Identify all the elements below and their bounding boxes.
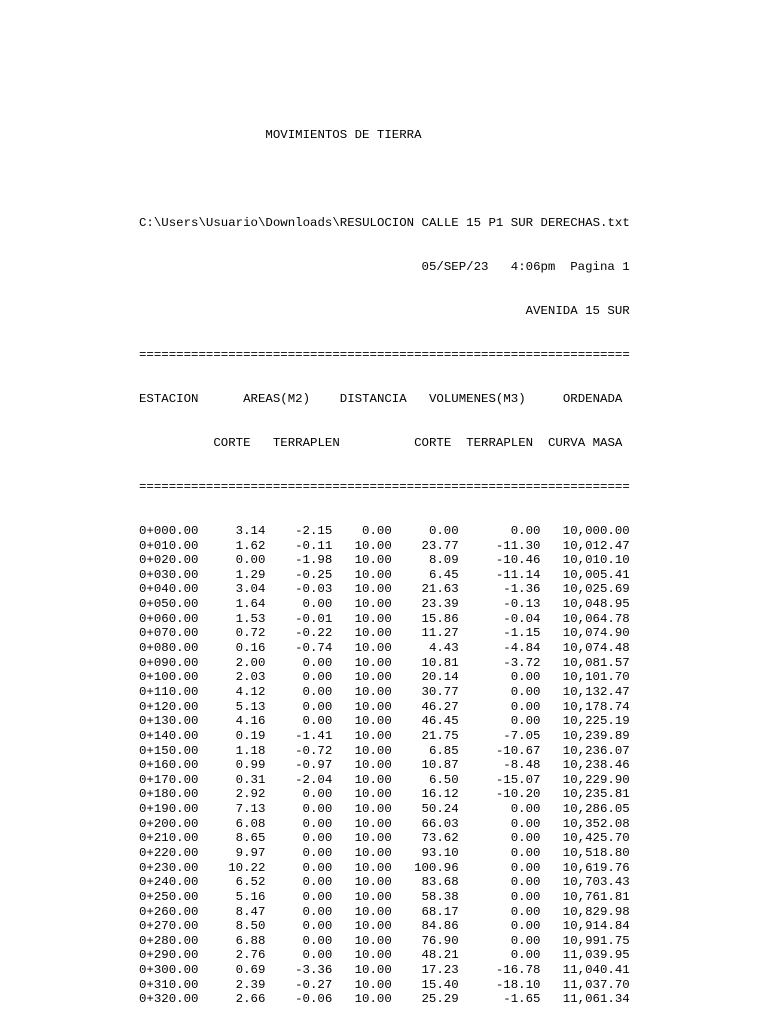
volume-fill-cell: -7.05 [503, 728, 541, 743]
volume-fill-cell: 0.00 [510, 860, 541, 875]
separator-bottom: ================================================================== [139, 479, 630, 494]
area-cut-cell: 1.29 [235, 567, 266, 582]
area-fill-cell: 0.00 [302, 889, 333, 904]
area-fill-cell: 0.00 [302, 933, 333, 948]
mass-curve-cell: 11,037.70 [562, 977, 630, 992]
area-cut-cell: 8.47 [235, 904, 266, 919]
mass-curve-cell: 10,005.41 [562, 567, 630, 582]
area-cut-cell: 1.53 [235, 611, 266, 626]
station-cell: 0+030.00 [139, 567, 199, 582]
area-fill-cell: -0.97 [295, 758, 333, 773]
mass-curve-cell: 10,352.08 [562, 816, 630, 831]
volume-fill-cell: 0.00 [510, 699, 541, 714]
station-cell: 0+000.00 [139, 523, 199, 538]
distance-cell: 10.00 [354, 670, 392, 685]
mass-curve-cell: 10,235.81 [562, 787, 630, 802]
volume-cut-cell: 100.96 [414, 860, 459, 875]
file-path: C:\Users\Usuario\Downloads\RESULOCION CALLE 15 P1 SUR DERECHAS.txt [139, 216, 630, 231]
area-cut-cell: 0.99 [235, 758, 266, 773]
area-fill-cell: 0.00 [302, 904, 333, 919]
table-row [139, 846, 630, 861]
station-cell: 0+150.00 [139, 743, 199, 758]
mass-curve-cell: 10,132.47 [562, 684, 630, 699]
station-cell: 0+220.00 [139, 845, 199, 860]
table-row [139, 714, 630, 729]
report-date: 05/SEP/23 4:06pm Pagina 1 [421, 260, 630, 275]
volume-cut-cell: 20.14 [421, 670, 459, 685]
table-row [139, 992, 630, 1007]
volume-fill-cell: -1.36 [503, 582, 541, 597]
mass-curve-cell: 10,178.74 [562, 699, 630, 714]
table-row [139, 729, 630, 744]
report-title: MOVIMIENTOS DE TIERRA [265, 128, 422, 143]
distance-cell: 10.00 [354, 743, 392, 758]
volume-cut-cell: 76.90 [421, 933, 459, 948]
mass-curve-cell: 10,012.47 [562, 538, 630, 553]
volume-fill-cell: 0.00 [510, 714, 541, 729]
table-row [139, 963, 630, 978]
volume-fill-cell: 0.00 [510, 831, 541, 846]
distance-cell: 10.00 [354, 758, 392, 773]
area-fill-cell: 0.00 [302, 802, 333, 817]
mass-curve-cell: 10,286.05 [562, 802, 630, 817]
area-fill-cell: -0.03 [295, 582, 333, 597]
volume-fill-cell: 0.00 [510, 875, 541, 890]
data-table [139, 524, 630, 1007]
title-line [139, 128, 630, 143]
mass-curve-cell: 11,040.41 [562, 963, 630, 978]
area-cut-cell: 2.03 [235, 670, 266, 685]
distance-cell: 10.00 [354, 948, 392, 963]
table-row [139, 582, 630, 597]
mass-curve-cell: 10,101.70 [562, 670, 630, 685]
area-fill-cell: -2.15 [295, 523, 333, 538]
table-row [139, 934, 630, 949]
volume-cut-cell: 0.00 [428, 523, 459, 538]
area-cut-cell: 1.62 [235, 538, 266, 553]
volume-fill-cell: -10.67 [495, 743, 541, 758]
volume-cut-cell: 21.63 [421, 582, 459, 597]
volume-cut-cell: 46.45 [421, 714, 459, 729]
mass-curve-cell: 10,829.98 [562, 904, 630, 919]
station-cell: 0+280.00 [139, 933, 199, 948]
table-row [139, 597, 630, 612]
station-cell: 0+160.00 [139, 758, 199, 773]
volume-cut-cell: 23.77 [421, 538, 459, 553]
table-row [139, 802, 630, 817]
volume-cut-cell: 15.86 [421, 611, 459, 626]
mass-curve-cell: 10,991.75 [562, 933, 630, 948]
station-cell: 0+290.00 [139, 948, 199, 963]
station-cell: 0+310.00 [139, 977, 199, 992]
distance-cell: 10.00 [354, 889, 392, 904]
station-cell: 0+210.00 [139, 831, 199, 846]
area-fill-cell: -0.74 [295, 641, 333, 656]
mass-curve-cell: 10,048.95 [562, 597, 630, 612]
volume-cut-cell: 21.75 [421, 728, 459, 743]
station-cell: 0+270.00 [139, 919, 199, 934]
table-row [139, 978, 630, 993]
distance-cell: 10.00 [354, 772, 392, 787]
volume-cut-cell: 17.23 [421, 963, 459, 978]
distance-cell: 10.00 [354, 538, 392, 553]
area-fill-cell: -3.36 [295, 963, 333, 978]
volume-cut-cell: 73.62 [421, 831, 459, 846]
area-cut-cell: 0.69 [235, 963, 266, 978]
distance-cell: 0.00 [362, 523, 392, 538]
station-cell: 0+240.00 [139, 875, 199, 890]
table-row [139, 700, 630, 715]
volume-fill-cell: -3.72 [503, 655, 541, 670]
area-fill-cell: -2.04 [295, 772, 333, 787]
station-cell: 0+170.00 [139, 772, 199, 787]
area-cut-cell: 0.16 [235, 641, 266, 656]
area-cut-cell: 3.04 [235, 582, 266, 597]
station-cell: 0+140.00 [139, 728, 199, 743]
station-cell: 0+050.00 [139, 597, 199, 612]
area-cut-cell: 6.08 [235, 816, 266, 831]
volume-cut-cell: 6.50 [428, 772, 459, 787]
distance-cell: 10.00 [354, 699, 392, 714]
area-cut-cell: 3.14 [235, 523, 266, 538]
distance-cell: 10.00 [354, 933, 392, 948]
area-fill-cell: -1.98 [295, 553, 333, 568]
table-row [139, 948, 630, 963]
table-row [139, 875, 630, 890]
volume-fill-cell: -15.07 [495, 772, 541, 787]
volume-cut-cell: 66.03 [421, 816, 459, 831]
table-row [139, 787, 630, 802]
station-cell: 0+230.00 [139, 860, 199, 875]
area-cut-cell: 1.18 [235, 743, 266, 758]
mass-curve-cell: 10,064.78 [562, 611, 630, 626]
column-header-1: ESTACION AREAS(M2) DISTANCIA VOLUMENES(M3) ORDENADA [139, 392, 623, 407]
mass-curve-cell: 11,039.95 [562, 948, 630, 963]
volume-fill-cell: -16.78 [495, 963, 541, 978]
distance-cell: 10.00 [354, 641, 392, 656]
volume-fill-cell: -8.48 [503, 758, 541, 773]
station-cell: 0+040.00 [139, 582, 199, 597]
mass-curve-cell: 10,239.89 [562, 728, 630, 743]
table-row [139, 612, 630, 627]
distance-cell: 10.00 [354, 992, 392, 1007]
volume-fill-cell: 0.00 [510, 523, 541, 538]
area-fill-cell: 0.00 [302, 919, 333, 934]
mass-curve-cell: 10,761.81 [562, 889, 630, 904]
area-fill-cell: 0.00 [302, 684, 333, 699]
area-fill-cell: 0.00 [302, 597, 333, 612]
area-fill-cell: 0.00 [302, 787, 333, 802]
area-fill-cell: 0.00 [302, 655, 333, 670]
volume-fill-cell: 0.00 [510, 816, 541, 831]
station-cell: 0+180.00 [139, 787, 199, 802]
volume-cut-cell: 23.39 [421, 597, 459, 612]
volume-fill-cell: 0.00 [510, 919, 541, 934]
table-row [139, 656, 630, 671]
distance-cell: 10.00 [354, 626, 392, 641]
volume-fill-cell: -4.84 [503, 641, 541, 656]
volume-fill-cell: 0.00 [510, 802, 541, 817]
mass-curve-cell: 10,238.46 [562, 758, 630, 773]
table-row [139, 539, 630, 554]
volume-fill-cell: 0.00 [510, 948, 541, 963]
project-line [139, 304, 630, 319]
project-name: AVENIDA 15 SUR [525, 304, 630, 319]
mass-curve-cell: 10,025.69 [562, 582, 630, 597]
table-row [139, 758, 630, 773]
distance-cell: 10.00 [354, 611, 392, 626]
volume-cut-cell: 30.77 [421, 684, 459, 699]
distance-cell: 10.00 [354, 728, 392, 743]
volume-cut-cell: 83.68 [421, 875, 459, 890]
volume-cut-cell: 58.38 [421, 889, 459, 904]
volume-fill-cell: -0.04 [503, 611, 541, 626]
area-fill-cell: 0.00 [302, 714, 333, 729]
mass-curve-cell: 10,518.80 [562, 845, 630, 860]
station-cell: 0+320.00 [139, 992, 199, 1007]
station-cell: 0+120.00 [139, 699, 199, 714]
volume-cut-cell: 6.85 [428, 743, 459, 758]
volume-fill-cell: 0.00 [510, 889, 541, 904]
volume-cut-cell: 84.86 [421, 919, 459, 934]
area-cut-cell: 0.72 [235, 626, 266, 641]
area-cut-cell: 2.39 [235, 977, 266, 992]
area-fill-cell: 0.00 [302, 831, 333, 846]
station-cell: 0+090.00 [139, 655, 199, 670]
distance-cell: 10.00 [354, 963, 392, 978]
station-cell: 0+260.00 [139, 904, 199, 919]
volume-cut-cell: 10.81 [421, 655, 459, 670]
mass-curve-cell: 11,061.34 [562, 992, 630, 1007]
table-row [139, 553, 630, 568]
table-row [139, 744, 630, 759]
volume-cut-cell: 11.27 [421, 626, 459, 641]
volume-fill-cell: -1.15 [503, 626, 541, 641]
area-cut-cell: 2.76 [235, 948, 266, 963]
volume-cut-cell: 68.17 [421, 904, 459, 919]
station-cell: 0+100.00 [139, 670, 199, 685]
distance-cell: 10.00 [354, 655, 392, 670]
column-header-2: CORTE TERRAPLEN CORTE TERRAPLEN CURVA MASA [139, 435, 623, 450]
area-cut-cell: 8.50 [235, 919, 266, 934]
area-fill-cell: -0.22 [295, 626, 333, 641]
mass-curve-cell: 10,074.90 [562, 626, 630, 641]
station-cell: 0+010.00 [139, 538, 199, 553]
mass-curve-cell: 10,236.07 [562, 743, 630, 758]
volume-fill-cell: 0.00 [510, 845, 541, 860]
table-row [139, 890, 630, 905]
table-row [139, 831, 630, 846]
table-row [139, 641, 630, 656]
distance-cell: 10.00 [354, 597, 392, 612]
mass-curve-cell: 10,619.76 [562, 860, 630, 875]
distance-cell: 10.00 [354, 977, 392, 992]
table-row [139, 568, 630, 583]
table-row [139, 817, 630, 832]
volume-fill-cell: -11.30 [495, 538, 541, 553]
station-cell: 0+020.00 [139, 553, 199, 568]
blank-line [139, 172, 630, 187]
distance-cell: 10.00 [354, 567, 392, 582]
station-cell: 0+110.00 [139, 684, 199, 699]
area-fill-cell: -1.41 [295, 728, 333, 743]
mass-curve-cell: 10,010.10 [562, 553, 630, 568]
area-fill-cell: -0.11 [295, 538, 333, 553]
area-cut-cell: 0.00 [235, 553, 266, 568]
distance-cell: 10.00 [354, 875, 392, 890]
area-cut-cell: 6.88 [235, 933, 266, 948]
volume-fill-cell: -10.46 [495, 553, 541, 568]
volume-fill-cell: -11.14 [495, 567, 541, 582]
volume-fill-cell: -18.10 [495, 977, 541, 992]
area-cut-cell: 2.66 [235, 992, 266, 1007]
volume-fill-cell: 0.00 [510, 670, 541, 685]
file-path-line [139, 216, 630, 231]
area-fill-cell: 0.00 [302, 948, 333, 963]
table-row [139, 773, 630, 788]
volume-fill-cell: -0.13 [503, 597, 541, 612]
mass-curve-cell: 10,081.57 [562, 655, 630, 670]
area-cut-cell: 0.31 [235, 772, 266, 787]
station-cell: 0+070.00 [139, 626, 199, 641]
volume-cut-cell: 48.21 [421, 948, 459, 963]
station-cell: 0+200.00 [139, 816, 199, 831]
area-fill-cell: 0.00 [302, 845, 333, 860]
area-cut-cell: 2.00 [235, 655, 266, 670]
distance-cell: 10.00 [354, 582, 392, 597]
area-cut-cell: 5.13 [235, 699, 266, 714]
earthwork-report [139, 99, 630, 1022]
mass-curve-cell: 10,914.84 [562, 919, 630, 934]
distance-cell: 10.00 [354, 787, 392, 802]
distance-cell: 10.00 [354, 919, 392, 934]
area-cut-cell: 8.65 [235, 831, 266, 846]
area-fill-cell: 0.00 [302, 816, 333, 831]
station-cell: 0+190.00 [139, 802, 199, 817]
date-line [139, 260, 630, 275]
mass-curve-cell: 10,703.43 [562, 875, 630, 890]
area-cut-cell: 1.64 [235, 597, 266, 612]
table-row [139, 919, 630, 934]
area-cut-cell: 4.16 [235, 714, 266, 729]
station-cell: 0+060.00 [139, 611, 199, 626]
area-fill-cell: 0.00 [302, 699, 333, 714]
table-row [139, 670, 630, 685]
station-cell: 0+080.00 [139, 641, 199, 656]
volume-cut-cell: 6.45 [428, 567, 459, 582]
area-cut-cell: 0.19 [235, 728, 266, 743]
volume-cut-cell: 10.87 [421, 758, 459, 773]
area-cut-cell: 10.22 [228, 860, 266, 875]
volume-fill-cell: 0.00 [510, 933, 541, 948]
mass-curve-cell: 10,074.48 [562, 641, 630, 656]
distance-cell: 10.00 [354, 816, 392, 831]
table-row [139, 905, 630, 920]
volume-cut-cell: 50.24 [421, 802, 459, 817]
volume-cut-cell: 46.27 [421, 699, 459, 714]
area-fill-cell: -0.25 [295, 567, 333, 582]
distance-cell: 10.00 [354, 714, 392, 729]
distance-cell: 10.00 [354, 904, 392, 919]
area-fill-cell: 0.00 [302, 860, 333, 875]
mass-curve-cell: 10,229.90 [562, 772, 630, 787]
station-cell: 0+130.00 [139, 714, 199, 729]
area-cut-cell: 4.12 [235, 684, 266, 699]
volume-cut-cell: 16.12 [421, 787, 459, 802]
volume-fill-cell: 0.00 [510, 904, 541, 919]
area-fill-cell: -0.01 [295, 611, 333, 626]
area-cut-cell: 6.52 [235, 875, 266, 890]
distance-cell: 10.00 [354, 845, 392, 860]
distance-cell: 10.00 [354, 860, 392, 875]
area-fill-cell: -0.06 [295, 992, 333, 1007]
area-fill-cell: 0.00 [302, 875, 333, 890]
station-cell: 0+300.00 [139, 963, 199, 978]
distance-cell: 10.00 [354, 684, 392, 699]
separator-top: ================================================================== [139, 348, 630, 363]
volume-cut-cell: 15.40 [421, 977, 459, 992]
area-cut-cell: 5.16 [235, 889, 266, 904]
area-fill-cell: 0.00 [302, 670, 333, 685]
station-cell: 0+250.00 [139, 889, 199, 904]
volume-fill-cell: -1.65 [503, 992, 541, 1007]
volume-fill-cell: -10.20 [495, 787, 541, 802]
volume-cut-cell: 25.29 [421, 992, 459, 1007]
area-fill-cell: -0.72 [295, 743, 333, 758]
volume-cut-cell: 93.10 [421, 845, 459, 860]
mass-curve-cell: 10,425.70 [562, 831, 630, 846]
volume-cut-cell: 4.43 [428, 641, 459, 656]
distance-cell: 10.00 [354, 831, 392, 846]
table-row [139, 685, 630, 700]
volume-cut-cell: 8.09 [428, 553, 459, 568]
area-cut-cell: 7.13 [235, 802, 266, 817]
mass-curve-cell: 10,000.00 [562, 523, 630, 538]
area-cut-cell: 9.97 [235, 845, 266, 860]
volume-fill-cell: 0.00 [510, 684, 541, 699]
distance-cell: 10.00 [354, 802, 392, 817]
mass-curve-cell: 10,225.19 [562, 714, 630, 729]
table-row [139, 524, 630, 539]
distance-cell: 10.00 [354, 553, 392, 568]
table-row [139, 861, 630, 876]
area-cut-cell: 2.92 [235, 787, 266, 802]
table-row [139, 626, 630, 641]
area-fill-cell: -0.27 [295, 977, 333, 992]
